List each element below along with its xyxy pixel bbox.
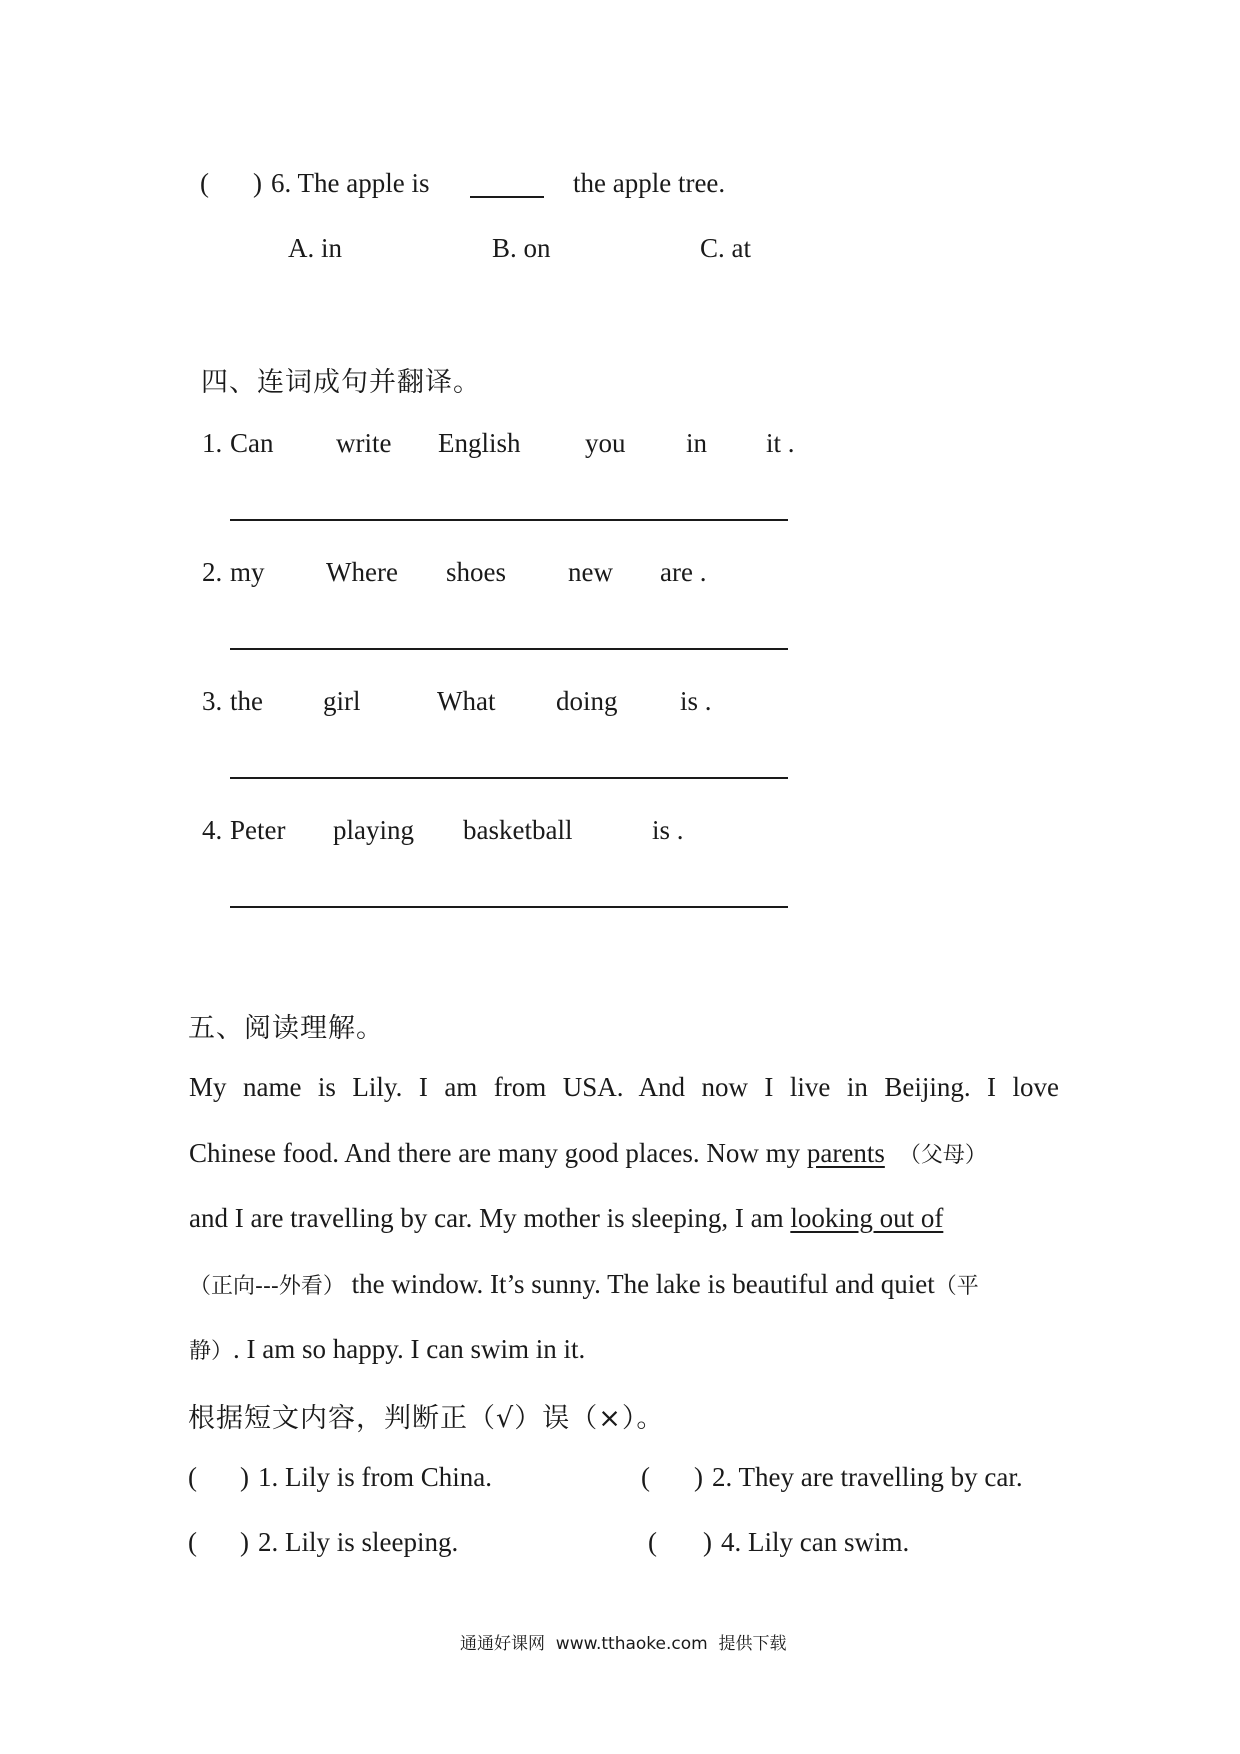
passage-text: Chinese food. And there are many good places. Now my [189, 1137, 807, 1168]
tf-statement: 4. Lily can swim. [721, 1527, 910, 1557]
footer-watermark: 通通好课网 www.tthaoke.com 提供下载 [460, 1634, 787, 1654]
gloss-note: （平 [934, 1273, 979, 1299]
item2-word: my [230, 557, 265, 587]
item3-word: the [230, 686, 263, 716]
item1-word: in [686, 428, 708, 458]
passage-line [189, 1186, 1059, 1252]
tf-instruction: 根据短文内容，判断正（√）误（×）。 [188, 1403, 665, 1434]
passage-text: and I are travelling by car. My mother is sleeping, I am [189, 1203, 791, 1233]
passage-text: . I am so happy. I can swim in it. [233, 1334, 586, 1364]
item3-answer-line[interactable] [230, 777, 788, 779]
tf-paren-close: ) [703, 1527, 712, 1557]
item2-answer-line[interactable] [230, 648, 788, 650]
item2-number: 2. [202, 557, 223, 587]
gloss-note: （正向---外看） [189, 1273, 345, 1299]
item4-word: Peter [230, 815, 286, 845]
item4-answer-line[interactable] [230, 906, 788, 908]
item1-answer-line[interactable] [230, 519, 788, 521]
item3-word: What [437, 686, 496, 716]
item1-word: you [585, 428, 626, 458]
underlined-phrase: looking out of [790, 1203, 944, 1233]
section4-title: 四、连词成句并翻译。 [201, 367, 481, 398]
q6-stem: 6. The apple is [271, 168, 430, 198]
tf-paren-close: ) [240, 1462, 249, 1492]
item4-word: basketball [463, 815, 573, 845]
q6-option-a: A. in [288, 233, 342, 263]
tf-statement: 2. They are travelling by car. [712, 1462, 1023, 1492]
item2-word: new [568, 557, 613, 587]
item1-word: Can [230, 428, 274, 458]
reading-passage [189, 1055, 1059, 1383]
q6-blank[interactable] [470, 196, 544, 198]
item3-number: 3. [202, 686, 223, 716]
tf-statement: 1. Lily is from China. [258, 1462, 492, 1492]
tf-paren-open[interactable]: ( [648, 1527, 657, 1557]
q6-paren-open: ( [200, 168, 209, 198]
item2-word: shoes [446, 557, 506, 587]
item3-word: doing [556, 686, 618, 716]
tf-paren-open[interactable]: ( [188, 1462, 197, 1492]
item4-word: playing [333, 815, 414, 845]
item1-word: write [336, 428, 392, 458]
gloss-note: （父母） [898, 1142, 987, 1168]
item4-word: is . [652, 815, 684, 845]
item1-word: it . [766, 428, 795, 458]
q6-stem-end: the apple tree. [573, 168, 726, 198]
passage-text: the window. It’s sunny. The lake is beautiful and quiet [344, 1268, 935, 1299]
item2-word: Where [326, 557, 398, 587]
item4-number: 4. [202, 815, 223, 845]
tf-paren-close: ) [694, 1462, 703, 1492]
tf-paren-open[interactable]: ( [188, 1527, 197, 1557]
item2-word: are . [660, 557, 707, 587]
passage-line [189, 1317, 1059, 1383]
passage-line [189, 1252, 1059, 1318]
tf-statement: 2. Lily is sleeping. [258, 1527, 459, 1557]
underlined-word: parents [806, 1137, 885, 1168]
q6-option-c: C. at [700, 233, 751, 263]
gloss-note: 静） [189, 1339, 234, 1364]
tf-paren-open[interactable]: ( [641, 1462, 650, 1492]
section5-title: 五、阅读理解。 [188, 1013, 384, 1044]
q6-option-b: B. on [492, 233, 551, 263]
passage-line: My name is Lily. I am from USA. And now I live in Beijing. I love [189, 1072, 1059, 1102]
passage-line [189, 1121, 1059, 1187]
item1-number: 1. [202, 428, 223, 458]
item1-word: English [438, 428, 521, 458]
q6-paren-close: ) [253, 168, 262, 198]
item3-word: girl [323, 686, 361, 716]
tf-paren-close: ) [240, 1527, 249, 1557]
item3-word: is . [680, 686, 712, 716]
